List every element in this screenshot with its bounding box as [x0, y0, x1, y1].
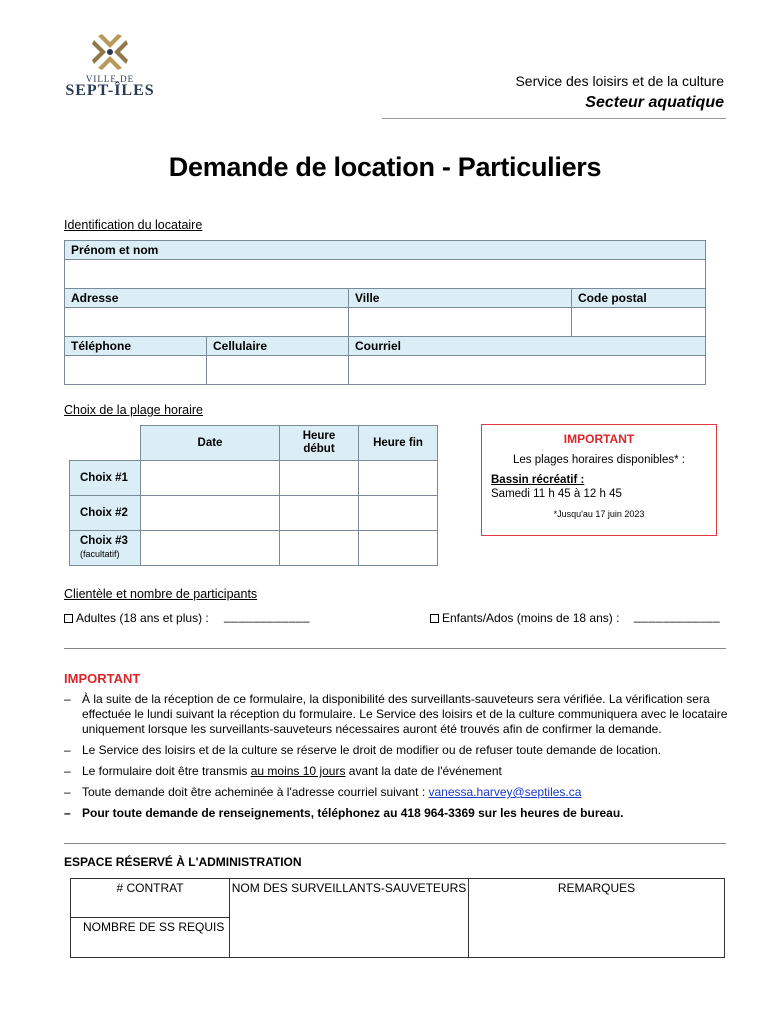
identification-section-title: Identification du locataire — [64, 218, 203, 232]
clientele-section-title: Clientèle et nombre de participants — [64, 587, 258, 601]
admin-divider — [64, 843, 726, 844]
bassin-label: Bassin récréatif : — [491, 474, 585, 486]
important-box-note: *Jusqu'au 17 juin 2023 — [553, 509, 645, 519]
courriel-label: Courriel — [348, 336, 706, 356]
row-choix-3 — [69, 530, 141, 566]
note-item-4: – Toute demande doit être acheminée à l'adresse courriel suivant : vanessa.harvey@septiles.ca — [64, 785, 582, 799]
page-title: Demande de location - Particuliers — [168, 152, 602, 182]
enfants-checkbox[interactable] — [430, 614, 439, 623]
logo-text-top: VILLE DE — [85, 74, 135, 84]
choix-1-debut-field[interactable] — [279, 460, 359, 496]
city-logo — [50, 32, 170, 112]
important-box-line1: Les plages horaires disponibles* : — [513, 454, 685, 466]
enfants-option[interactable] — [430, 611, 619, 625]
important-box-title: IMPORTANT — [563, 432, 635, 446]
important-box — [481, 424, 717, 536]
nombre-ss-label: NOMBRE DE SS REQUIS — [83, 920, 225, 934]
facultatif-note: (facultatif) — [80, 549, 120, 559]
row-choix-3-label: Choix #3 — [80, 535, 128, 547]
note-item-3: – Le formulaire doit être transmis au moins 10 jours avant la date de l'événement — [64, 764, 502, 778]
admin-section-title: ESPACE RÉSERVÉ À L'ADMINISTRATION — [64, 855, 302, 869]
surveillants-cell[interactable] — [229, 878, 469, 958]
header-service: Service des loisirs et de la culture — [515, 73, 724, 89]
row-choix-2: Choix #2 — [69, 495, 141, 531]
schedule-section-title: Choix de la plage horaire — [64, 403, 203, 417]
adultes-option[interactable] — [64, 611, 209, 625]
contrat-label: # CONTRAT — [116, 881, 184, 895]
header-secteur: Secteur aquatique — [585, 94, 724, 111]
choix-1-fin-field[interactable] — [358, 460, 438, 496]
email-link[interactable]: vanessa.harvey@septiles.ca — [428, 785, 582, 799]
enfants-count-field[interactable]: ____________ — [634, 609, 721, 623]
adultes-label: Adultes (18 ans et plus) : — [76, 611, 209, 625]
col-heure-fin-header: Heure fin — [358, 425, 438, 461]
choix-3-fin-field[interactable] — [358, 530, 438, 566]
adresse-field[interactable] — [64, 307, 349, 337]
col-date-header: Date — [140, 425, 280, 461]
note-item-2: – Le Service des loisirs et de la culture se réserve le droit de modifier ou de refuser toute demande de location. — [64, 743, 661, 757]
nombre-ss-cell[interactable] — [70, 917, 230, 958]
header-divider — [382, 118, 726, 119]
cellulaire-label: Cellulaire — [206, 336, 349, 356]
note-item-1: – À la suite de la réception de ce formulaire, la disponibilité des surveillants-sauveteurs sera vérifiée. La vérification sera effectuée le lundi suivant la réception du formulaire. Le Service des loisirs et de la culture communiquera avec le locataire uniquement lorsque les surveillants-sauveteurs nécessaires auront été trouvés afin de confirmer la demande. — [64, 692, 728, 736]
adresse-label: Adresse — [64, 288, 349, 308]
row-choix-1: Choix #1 — [69, 460, 141, 496]
section-divider — [64, 648, 726, 649]
fleur-emblem-icon — [90, 32, 130, 72]
remarques-label: REMARQUES — [557, 881, 636, 895]
surveillants-label: NOM DES SURVEILLANTS-SAUVETEURS — [231, 881, 467, 895]
choix-2-fin-field[interactable] — [358, 495, 438, 531]
prenom-nom-label: Prénom et nom — [64, 240, 706, 260]
choix-2-debut-field[interactable] — [279, 495, 359, 531]
choix-2-date-field[interactable] — [140, 495, 280, 531]
telephone-label: Téléphone — [64, 336, 207, 356]
choix-3-date-field[interactable] — [140, 530, 280, 566]
prenom-nom-field[interactable] — [64, 259, 706, 289]
cellulaire-field[interactable] — [206, 355, 349, 385]
adultes-checkbox[interactable] — [64, 614, 73, 623]
code-postal-field[interactable] — [571, 307, 706, 337]
remarques-cell[interactable] — [468, 878, 725, 958]
courriel-field[interactable] — [348, 355, 706, 385]
important-notes-title: IMPORTANT — [64, 671, 141, 686]
adultes-count-field[interactable]: ____________ — [224, 609, 311, 623]
col-heure-debut-header — [279, 425, 359, 461]
telephone-field[interactable] — [64, 355, 207, 385]
logo-text-main: SEPT-ÎLES — [65, 82, 155, 99]
col-heure-debut-line1: Heure — [302, 430, 336, 442]
ville-label: Ville — [348, 288, 572, 308]
enfants-label: Enfants/Ados (moins de 18 ans) : — [442, 611, 620, 625]
note-item-5: – Pour toute demande de renseignements, téléphonez au 418 964-3369 sur les heures de bureau. — [64, 806, 624, 820]
choix-1-date-field[interactable] — [140, 460, 280, 496]
bassin-horaire: Samedi 11 h 45 à 12 h 45 — [491, 488, 622, 500]
ville-field[interactable] — [348, 307, 572, 337]
choix-3-debut-field[interactable] — [279, 530, 359, 566]
contrat-cell[interactable] — [70, 878, 230, 918]
col-heure-debut-line2: début — [303, 443, 335, 455]
code-postal-label: Code postal — [571, 288, 706, 308]
important-notes-list — [64, 692, 728, 827]
